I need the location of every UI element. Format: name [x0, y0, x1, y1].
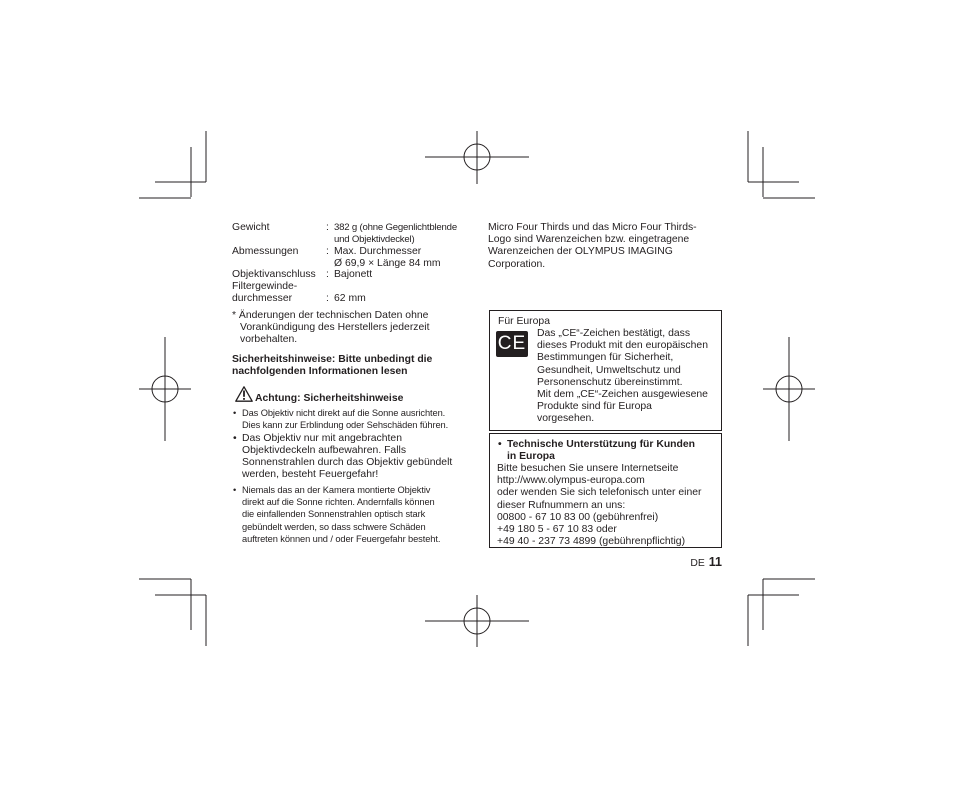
spec-colon: : [326, 293, 329, 304]
caution-label: Achtung: Sicherheitshinweise [255, 393, 404, 404]
spec-colon: : [326, 246, 329, 257]
europe-ce-box [489, 310, 722, 431]
spec-colon: : [326, 269, 329, 280]
spec-value: Bajonett [334, 269, 373, 280]
spec-label: Objektivanschluss [232, 269, 316, 280]
spec-value: Max. Durchmesser [334, 246, 422, 257]
ce-mark-icon: CE [496, 331, 528, 357]
page-number: 11 [708, 555, 722, 569]
spec-value: 382 g (ohne Gegenlichtblende und Objektivdeckel) [334, 222, 457, 246]
spec-label: Filtergewinde- [232, 281, 298, 292]
spec-label: durchmesser [232, 293, 293, 304]
safety-list [232, 407, 477, 546]
caution-heading [232, 386, 477, 404]
safety-heading: Sicherheitshinweise: Bitte unbedingt die nachfolgenden Informationen lesen [232, 354, 433, 378]
spec-footnote: * Änderungen der technischen Daten ohne Vorankündigung des Herstellers jederzeit vorbehalten. [232, 310, 430, 346]
spec-label: Gewicht [232, 222, 270, 233]
spec-value: 62 mm [334, 293, 366, 304]
spec-label: Abmessungen [232, 246, 299, 257]
support-heading: • Technische Unterstützung für Kunden in Europa [497, 439, 727, 463]
page-footer [680, 553, 722, 571]
ce-description: Das „CE“-Zeichen bestätigt, dass dieses Produkt mit den europäischen Bestimmungen für Sicherheit, Gesundheit, Umweltschutz und Personenschutz übereinstimmt. Mit dem „CE“-Zeichen ausgewiesene Produkte sind für Europa vorgesehen. [537, 328, 708, 425]
trademark-notice: Micro Four Thirds und das Micro Four Thirds- Logo sind Warenzeichen bzw. eingetragene Warenzeichen der OLYMPUS IMAGING Corporation. [488, 222, 697, 270]
spec-colon: : [326, 222, 329, 233]
list-item: • Das Objektiv nur mit angebrachten Objektivdeckeln aufbewahren. Falls Sonnenstrahlen durch das Objektiv gebündelt werden, besteht Feuergefahr! [232, 433, 477, 482]
language-code: DE [690, 558, 705, 569]
spec-value: Ø 69,9 × Länge 84 mm [334, 258, 441, 269]
support-text: Bitte besuchen Sie unsere Internetseite http://www.olympus-europa.com oder wenden Sie sich telefonisch unter einer dieser Rufnummern an uns: 00800 - 67 10 83 00 (gebührenfrei) +49 180 5 - 67 10 83 oder +49 40 - 237 73 4899 (gebührenpflichtig) [497, 463, 721, 548]
support-box [489, 433, 722, 548]
box-title: Für Europa [498, 316, 550, 327]
support-url-link[interactable]: http://www.olympus-europa.com [497, 475, 645, 487]
list-item: • Niemals das an der Kamera montierte Objektiv direkt auf die Sonne richten. Andernfalls können die einfallenden Sonnenstrahlen optisch stark gebündelt werden, so dass schwere Schäden auftreten können und / oder Feuergefahr besteht. [232, 484, 477, 546]
warning-triangle-icon [235, 386, 253, 402]
list-item: • Das Objektiv nicht direkt auf die Sonne ausrichten. Dies kann zur Erblindung oder Sehschäden führen. [232, 407, 477, 432]
